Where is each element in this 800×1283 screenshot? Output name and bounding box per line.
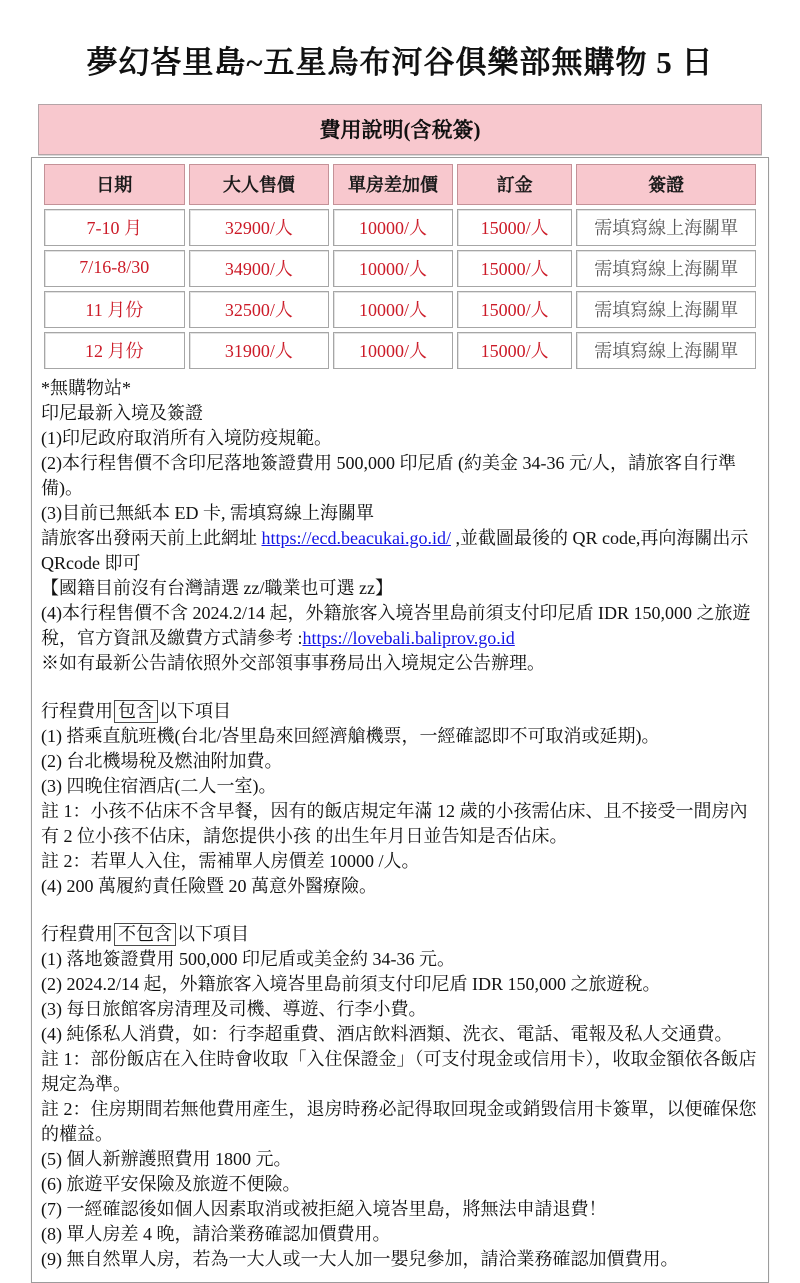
cell-adult: 32500/人 [189, 291, 330, 328]
tax-line-text: (4)本行程售價不含 2024.2/14 起，外籍旅客入境峇里島前須支付印尼盾 IDR 150,000 之旅遊稅，官方資訊及繳費方式請參考 : [41, 602, 751, 648]
note-line-no-shopping: *無購物站* [41, 377, 131, 398]
spacer [41, 676, 760, 699]
column-header-visa: 簽證 [576, 164, 756, 205]
column-header-date: 日期 [44, 164, 185, 205]
excluded-heading-suffix: 以下項目 [177, 923, 249, 944]
included-boxed-word: 包含 [114, 700, 158, 723]
included-item: (3) 四晚住宿酒店(二人一室)。 [41, 775, 277, 796]
excluded-heading [41, 922, 760, 947]
note-line-entry-visa-title: 印尼最新入境及簽證 [41, 402, 203, 423]
notes-section [40, 373, 760, 1272]
included-heading [41, 699, 760, 724]
cell-date: 7-10 月 [44, 209, 185, 246]
excluded-item: 註 1：部份飯店在入住時會收取「入住保證金」（可支付現金或信用卡），收取金額依各飯店規定為準。 [41, 1048, 757, 1094]
included-item: (2) 台北機場稅及燃油附加費。 [41, 750, 283, 771]
included-heading-prefix: 行程費用 [41, 700, 113, 721]
fee-description-header [38, 104, 762, 155]
table-row [44, 332, 756, 369]
note-line-notice: ※如有最新公告請依照外交部領事事務局出入境規定公告辦理。 [41, 652, 545, 673]
price-table-header-row [44, 164, 756, 205]
included-heading-suffix: 以下項目 [159, 700, 231, 721]
table-row [44, 250, 756, 287]
page-title: 夢幻峇里島~五星烏布河谷俱樂部無購物 5 日 [86, 44, 714, 80]
cell-single: 10000/人 [333, 250, 453, 287]
note-line-nationality: 【國籍目前沒有台灣請選 zz/職業也可選 zz】 [41, 577, 393, 598]
included-item: (4) 200 萬履約責任險暨 20 萬意外醫療險。 [41, 875, 377, 896]
ecd-line-prefix: 請旅客出發兩天前上此網址 [41, 527, 262, 548]
content-box [31, 157, 769, 1283]
cell-adult: 32900/人 [189, 209, 330, 246]
spacer [41, 899, 760, 922]
excluded-item: (2) 2024.2/14 起，外籍旅客入境峇里島前須支付印尼盾 IDR 150,000 之旅遊稅。 [41, 973, 661, 994]
cell-adult: 31900/人 [189, 332, 330, 369]
cell-date: 12 月份 [44, 332, 185, 369]
excluded-item: (6) 旅遊平安保險及旅遊不便險。 [41, 1173, 301, 1194]
excluded-heading-prefix: 行程費用 [41, 923, 113, 944]
cell-visa: 需填寫線上海關單 [576, 209, 756, 246]
excluded-item: (8) 單人房差 4 晚，請洽業務確認加價費用。 [41, 1223, 391, 1244]
column-header-adult: 大人售價 [189, 164, 330, 205]
note-line: (1)印尼政府取消所有入境防疫規範。 [41, 427, 332, 448]
cell-deposit: 15000/人 [457, 332, 573, 369]
fee-description-header-label: 費用說明(含稅簽) [319, 117, 481, 142]
cell-single: 10000/人 [333, 291, 453, 328]
cell-adult: 34900/人 [189, 250, 330, 287]
excluded-item: 註 2：住房期間若無他費用產生，退房時務必記得取回現金或銷毀信用卡簽單，以便確保您的權益。 [41, 1098, 757, 1144]
ecd-line-suffix: ,並截圖最後的 QR code,再向海關出示 QRcode 即可 [41, 527, 749, 573]
cell-date: 11 月份 [44, 291, 185, 328]
excluded-item: (1) 落地簽證費用 500,000 印尼盾或美金約 34-36 元。 [41, 948, 455, 969]
cell-single: 10000/人 [333, 209, 453, 246]
note-line: (3)目前已無紙本 ED 卡, 需填寫線上海關單 [41, 502, 374, 523]
excluded-item: (9) 無自然單人房，若為一大人或一大人加一嬰兒參加，請洽業務確認加價費用。 [41, 1248, 679, 1269]
cell-visa: 需填寫線上海關單 [576, 332, 756, 369]
cell-single: 10000/人 [333, 332, 453, 369]
included-item: 註 2：若單人入住，需補單人房價差 10000 /人。 [41, 850, 420, 871]
note-line: (2)本行程售價不含印尼落地簽證費用 500,000 印尼盾 (約美金 34-36 元/人，請旅客自行準備)。 [41, 452, 736, 498]
ecd-customs-link[interactable]: https://ecd.beacukai.go.id/ [261, 527, 451, 548]
excluded-item: (3) 每日旅館客房清理及司機、導遊、行李小費。 [41, 998, 427, 1019]
cell-deposit: 15000/人 [457, 250, 573, 287]
table-row [44, 291, 756, 328]
included-item: (1) 搭乘直航班機(台北/峇里島來回經濟艙機票，一經確認即不可取消或延期)。 [41, 725, 660, 746]
excluded-item: (7) 一經確認後如個人因素取消或被拒絕入境峇里島，將無法申請退費！ [41, 1198, 607, 1219]
price-table [40, 160, 760, 373]
included-item: 註 1：小孩不佔床不含早餐，因有的飯店規定年滿 12 歲的小孩需佔床、且不接受一間房內有 2 位小孩不佔床，請您提供小孩 的出生年月日並告知是否佔床。 [41, 800, 748, 846]
lovebali-link[interactable]: https://lovebali.baliprov.go.id [302, 627, 515, 648]
note-line-tourist-tax [41, 601, 760, 651]
excluded-boxed-word: 不包含 [114, 923, 176, 946]
cell-deposit: 15000/人 [457, 291, 573, 328]
cell-visa: 需填寫線上海關單 [576, 291, 756, 328]
excluded-item: (4) 純係私人消費，如：行李超重費、酒店飲料酒類、洗衣、電話、電報及私人交通費。 [41, 1023, 733, 1044]
table-row [44, 209, 756, 246]
excluded-item: (5) 個人新辦護照費用 1800 元。 [41, 1148, 292, 1169]
note-line-ecd [41, 526, 760, 576]
cell-date: 7/16-8/30 [44, 250, 185, 287]
column-header-single: 單房差加價 [333, 164, 453, 205]
column-header-deposit: 訂金 [457, 164, 573, 205]
cell-visa: 需填寫線上海關單 [576, 250, 756, 287]
cell-deposit: 15000/人 [457, 209, 573, 246]
travel-fee-document [0, 21, 800, 1269]
